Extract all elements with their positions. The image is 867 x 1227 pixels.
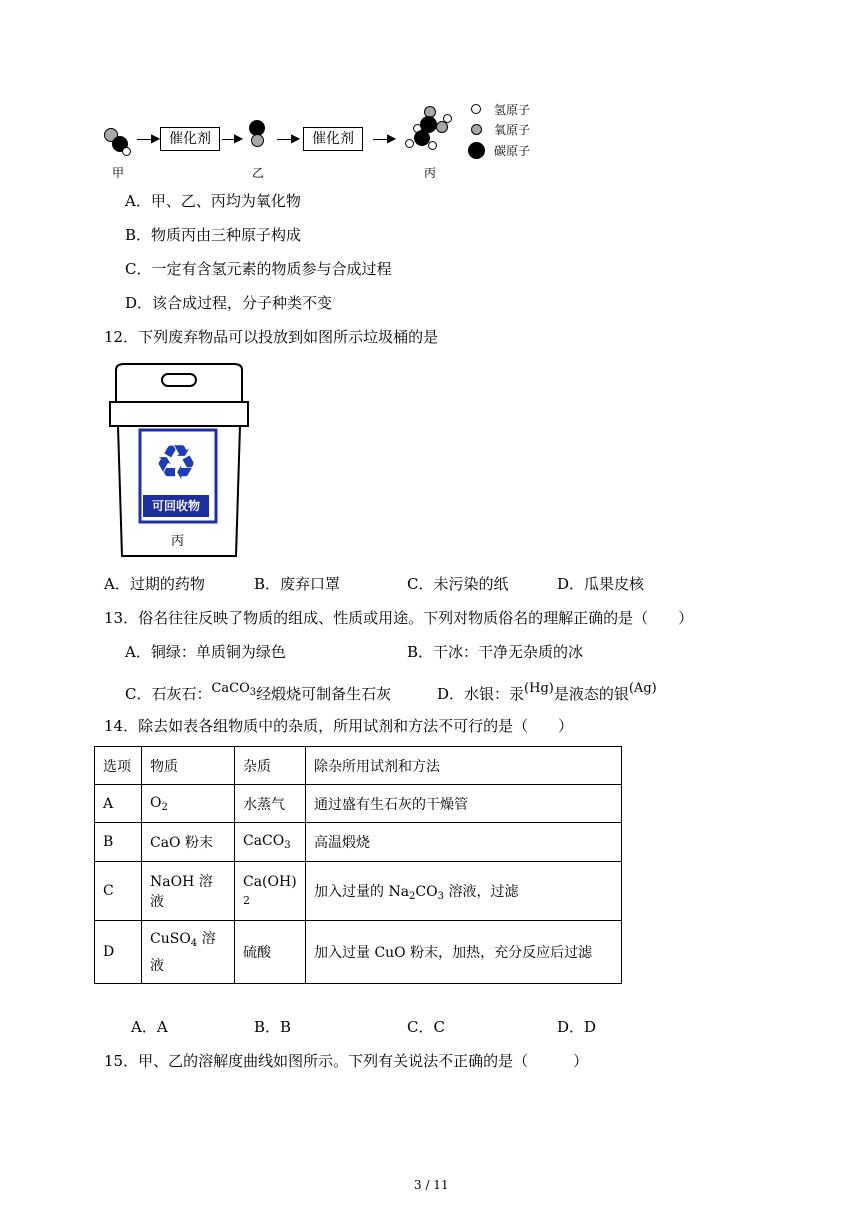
q13-option-d: D．水银：汞(Hg)是液态的银(Ag)	[437, 681, 657, 703]
oxygen-atom	[251, 134, 264, 147]
catalyst-box: 催化剂	[160, 127, 220, 151]
table-cell: 高温煅烧	[306, 823, 622, 862]
impurity-table	[94, 746, 622, 984]
hydrogen-atom-legend-icon	[471, 104, 481, 114]
table-cell: C	[95, 862, 142, 921]
q12-stem: 12．下列废弃物品可以投放到如图所示垃圾桶的是	[104, 328, 439, 346]
bin-label: 可回收物	[143, 495, 209, 517]
table-cell: CuSO$_4$ 溶液	[142, 921, 235, 984]
table-cell: Ca(OH) 2	[235, 862, 306, 921]
table-cell: NaOH 溶液	[142, 862, 235, 921]
oxygen-atom-legend-icon	[471, 124, 482, 135]
table-cell: 水蒸气	[235, 785, 306, 823]
table-header-cell: 杂质	[235, 747, 306, 785]
table-header-cell: 物质	[142, 747, 235, 785]
q13-stem: 13．俗名往往反映了物质的组成、性质或用途。下列对物质俗名的理解正确的是（ ）	[104, 609, 694, 627]
molecule-label-jia: 甲	[112, 166, 125, 180]
table-cell: 硫酸	[235, 921, 306, 984]
hydrogen-atom	[122, 147, 131, 156]
table-cell: 加入过量 CuO 粉末，加热，充分反应后过滤	[306, 921, 622, 984]
q14-option-a: A．A	[131, 1018, 168, 1036]
recycle-icon: ♻	[154, 435, 198, 491]
table-row	[95, 823, 622, 862]
table-cell: CaCO$_3$	[235, 823, 306, 862]
table-cell: 加入过量的 $Na_2CO_3$ 溶液，过滤	[306, 862, 622, 921]
table-cell: $O_2$	[142, 785, 235, 823]
q15-stem: 15．甲、乙的溶解度曲线如图所示。下列有关说法不正确的是（ ）	[104, 1052, 589, 1070]
q12-option-a: A．过期的药物	[104, 575, 205, 593]
legend-label: 碳原子	[494, 144, 531, 158]
q12-option-b: B．废弃口罩	[254, 575, 341, 593]
table-cell: 通过盛有生石灰的干燥管	[306, 785, 622, 823]
q11-option-c: C．一定有含氢元素的物质参与合成过程	[125, 260, 392, 278]
q14-option-b: B．B	[254, 1018, 292, 1036]
q13-option-b: B．干冰：干净无杂质的冰	[407, 643, 584, 661]
arrowhead-icon: ▶	[387, 131, 397, 145]
q14-option-c: C．C	[407, 1018, 445, 1036]
molecule-label-yi: 乙	[252, 166, 265, 180]
q13-option-a: A．铜绿：单质铜为绿色	[125, 643, 286, 661]
molecule-label-bing: 丙	[424, 166, 437, 180]
page-number: 3 / 11	[414, 1178, 449, 1192]
arrowhead-icon: ▶	[234, 131, 244, 145]
table-cell: CaO 粉末	[142, 823, 235, 862]
table-cell: B	[95, 823, 142, 862]
arrowhead-icon: ▶	[151, 131, 161, 145]
legend-label: 氧原子	[494, 123, 531, 137]
carbon-atom-legend-icon	[468, 142, 485, 159]
table-row	[95, 862, 622, 921]
hydrogen-atom	[405, 139, 414, 148]
q12-option-c: C．未污染的纸	[407, 575, 509, 593]
table-row	[95, 785, 622, 823]
table-cell: A	[95, 785, 142, 823]
table-header-row	[95, 747, 622, 785]
table-header-cell: 除杂所用试剂和方法	[306, 747, 622, 785]
q11-option-a: A．甲、乙、丙均为氧化物	[125, 192, 301, 210]
bin-caption: 丙	[171, 534, 185, 549]
q12-option-d: D．瓜果皮核	[557, 575, 645, 593]
q14-stem: 14．除去如表各组物质中的杂质，所用试剂和方法不可行的是（ ）	[104, 717, 574, 735]
hydrogen-atom	[428, 141, 437, 150]
q13-option-c: C．石灰石：CaCO$_3$经煅烧可制备生石灰	[125, 681, 392, 703]
hydrogen-atom	[443, 114, 452, 123]
legend-label: 氢原子	[494, 103, 531, 117]
q14-option-d: D．D	[557, 1018, 597, 1036]
catalyst-box: 催化剂	[303, 127, 363, 151]
table-header-cell: 选项	[95, 747, 142, 785]
q11-option-d: D．该合成过程，分子种类不变	[125, 294, 333, 312]
table-row	[95, 921, 622, 984]
table-cell: D	[95, 921, 142, 984]
q11-option-b: B．物质丙由三种原子构成	[125, 226, 302, 244]
arrowhead-icon: ▶	[291, 131, 301, 145]
